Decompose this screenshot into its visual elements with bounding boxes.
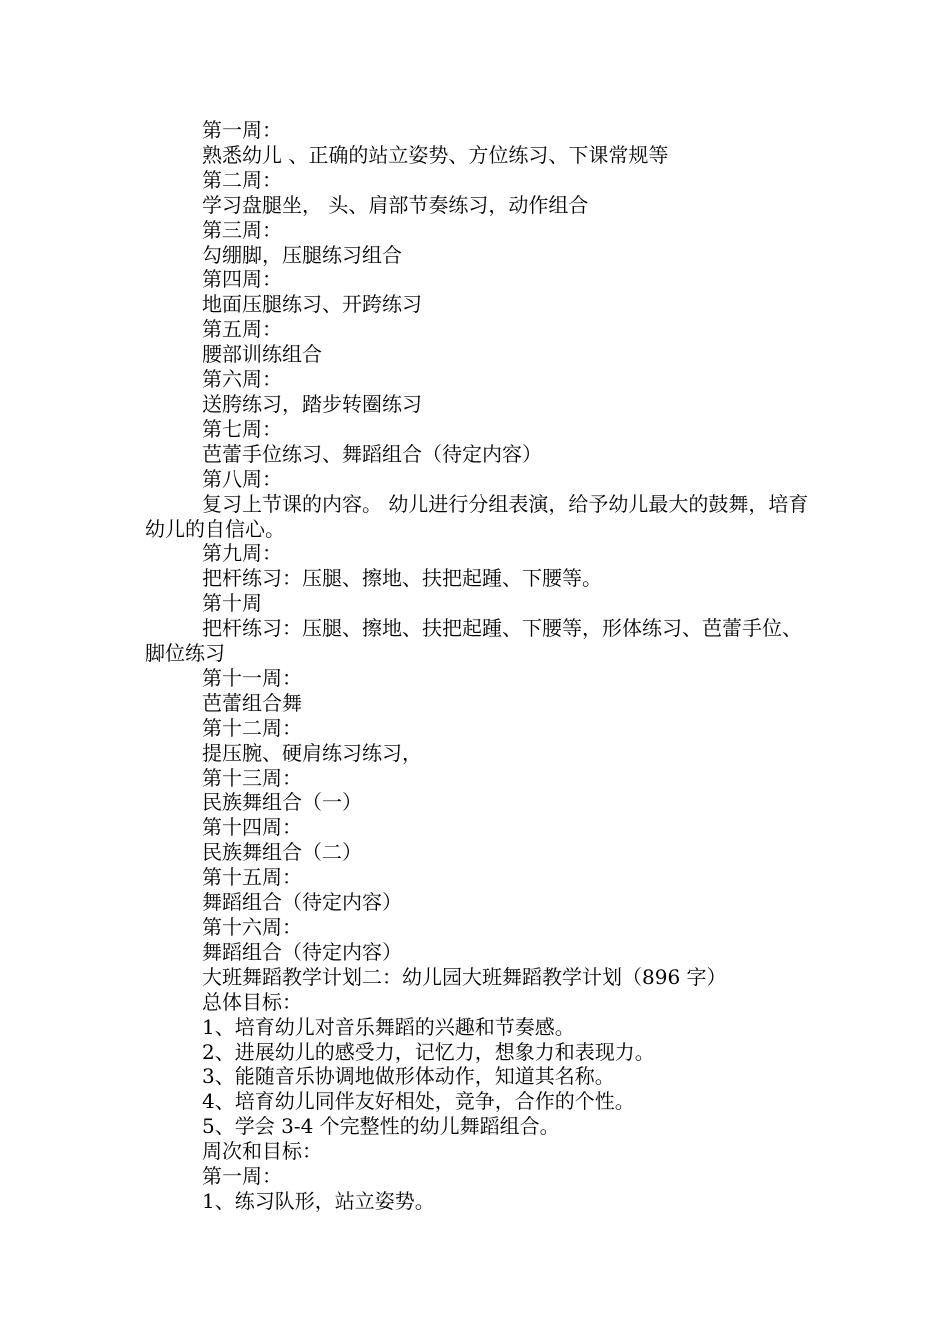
week-10-heading: 第十周: [202, 591, 262, 616]
week-12-content: 提压腕、硬肩练习练习，: [202, 740, 422, 765]
week-8-heading: 第八周：: [202, 466, 282, 491]
week-10-content: 把杆练习：压腿、擦地、扶把起踵、下腰等，形体练习、芭蕾手位、脚位练习: [145, 616, 802, 666]
week-3-content: 勾绷脚，压腿练习组合: [202, 242, 402, 267]
weekly-goals-heading: 周次和目标：: [202, 1139, 322, 1164]
week-1-heading: 第一周：: [202, 118, 282, 142]
week-5-heading: 第五周：: [202, 317, 282, 342]
overall-goals-heading: 总体目标：: [202, 989, 302, 1014]
week-9-content: 把杆练习：压腿、擦地、扶把起踵、下腰等。: [202, 566, 602, 591]
week-11-heading: 第十一周：: [202, 665, 302, 690]
week-11-content: 芭蕾组合舞: [202, 690, 302, 715]
week-1-content: 熟悉幼儿 、正确的站立姿势、方位练习、下课常规等: [202, 142, 669, 167]
week-13-heading: 第十三周：: [202, 765, 302, 790]
week-7-content: 芭蕾手位练习、舞蹈组合（待定内容）: [202, 441, 542, 466]
goal-item: 4、培育幼儿同伴友好相处，竞争，合作的个性。: [202, 1089, 635, 1114]
week-4-heading: 第四周：: [202, 267, 282, 292]
goal-item: 1、培育幼儿对音乐舞蹈的兴趣和节奏感。: [202, 1014, 575, 1039]
week-2-content: 学习盘腿坐， 头、肩部节奏练习，动作组合: [202, 192, 589, 217]
week-16-heading: 第十六周：: [202, 915, 302, 939]
goal-item: 2、进展幼儿的感受力，记忆力，想象力和表现力。: [202, 1039, 655, 1064]
week-7-heading: 第七周：: [202, 416, 282, 441]
week-13-content: 民族舞组合（一）: [202, 790, 362, 815]
week-4-content: 地面压腿练习、开跨练习: [202, 292, 422, 317]
week-14-heading: 第十四周：: [202, 815, 302, 840]
week-5-content: 腰部训练组合: [202, 342, 322, 367]
goal-item: 3、能随音乐协调地做形体动作，知道其名称。: [202, 1064, 615, 1089]
week-6-content: 送胯练习，踏步转圈练习: [202, 391, 422, 416]
week-12-heading: 第十二周：: [202, 715, 302, 740]
week-14-content: 民族舞组合（二）: [202, 840, 362, 865]
week-2-heading: 第二周：: [202, 167, 282, 192]
week-9-heading: 第九周：: [202, 541, 282, 566]
week-15-content: 舞蹈组合（待定内容）: [202, 890, 402, 915]
week-3-heading: 第三周：: [202, 217, 282, 242]
plan-2-week-1-heading: 第一周：: [202, 1164, 282, 1189]
plan-2-week-1-item: 1、练习队形，站立姿势。: [202, 1188, 435, 1213]
week-16-content: 舞蹈组合（待定内容）: [202, 939, 402, 964]
plan-2-title: 大班舞蹈教学计划二：幼儿园大班舞蹈教学计划（896 字）: [202, 964, 727, 989]
week-8-content: 复习上节课的内容。 幼儿进行分组表演，给予幼儿最大的鼓舞，培育幼儿的自信心。: [145, 491, 809, 541]
document-body: [145, 118, 810, 1214]
goal-item: 5、学会 3-4 个完整性的幼儿舞蹈组合。: [202, 1114, 560, 1139]
week-15-heading: 第十五周：: [202, 865, 302, 890]
week-6-heading: 第六周：: [202, 367, 282, 392]
